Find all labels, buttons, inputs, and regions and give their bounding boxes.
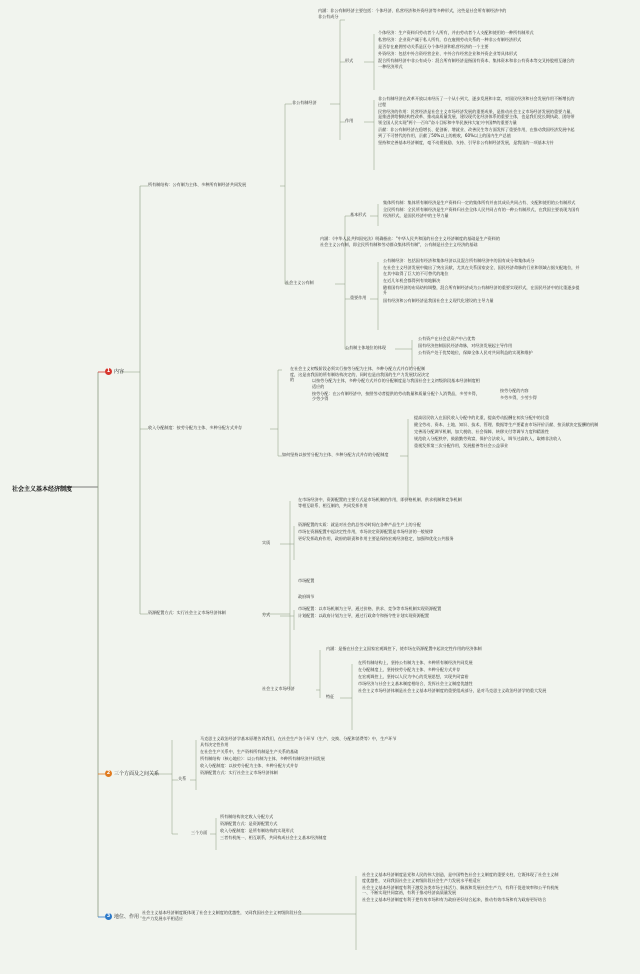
section-1-badge: 1 [106, 368, 111, 374]
distribution-side [500, 388, 620, 402]
feature-items [358, 660, 578, 695]
sme-node: 社会主义市场经济 [262, 686, 295, 691]
public-node: 社会主义公有制 [285, 280, 314, 285]
list-item: 三者有机统一、相互联系，共同构成社会主义基本经济制度 [220, 835, 327, 841]
improve-items [414, 415, 614, 450]
list-item: 市场配置：以市场机制为主导，通过价格、供求、竞争等市场机制实现资源配置 [298, 606, 442, 611]
list-item: 所有制结构（核心地位）：以公有制为主体、多种所有制经济共同发展 [200, 755, 325, 761]
list-item: 全民所有制：全民所有制经济是生产资料归社会全体人民共同占有的一种公有制形式，在我国主要表现为国有经济形式，是国民经济中的主导力量 [383, 207, 580, 218]
ownership-node: 所有制结构：公有制为主体、多种所有制经济共同发展 [148, 182, 247, 187]
role-node: 作用 [345, 118, 354, 123]
list-item: 规范收入分配秩序，鼓励勤劳致富，保护合法收入，调节过高收入，取缔非法收入 [414, 436, 562, 442]
list-item: 更好发挥政府作用，政府的职责和作用主要是保持宏观经济稳定，加强和优化公共服务 [298, 536, 454, 542]
relation-node: 关系 [178, 776, 187, 781]
section-3-label: 地位、作用 [114, 914, 140, 920]
importance-items [383, 258, 583, 305]
list-item: 在分配制度上，坚持按劳分配为主体、多种分配方式并存 [358, 667, 461, 673]
list-item: 国有经济控制国民经济命脉，对经济发展起主导作用 [418, 343, 513, 349]
list-item: 健全劳动、资本、土地、知识、技术、管理、数据等生产要素由市场评价贡献、按贡献决定报酬的机制 [414, 422, 599, 428]
distribution-node: 收入分配制度：按劳分配为主体、多种分配方式并存 [148, 425, 243, 430]
list-item: 在社会生产关系中，生产资料所有制是生产关系的基础 [200, 748, 299, 754]
role-items [378, 96, 578, 147]
market-node: 资源配置方式：实行社会主义市场经济体制 [148, 610, 226, 615]
basic-form-items [383, 200, 583, 220]
list-item: 在近几年机会都得到有效地解决 [383, 277, 441, 283]
reality-node: 实质 [262, 540, 271, 545]
list-item: 国有经济和公有制经济是我国社会主义现代化建设的主导力量 [383, 297, 494, 303]
mode-items [298, 606, 463, 620]
list-item: 在社会主义经济发展中做出了突出贡献，尤其在关系国家安全、国民经济命脉的行业和领域占据支配地位，并在其中取得了巨大的不可替代的地位 [383, 265, 580, 276]
list-item: 市场在资源配置中起决定性作用，市场决定资源配置是市场经济的一般规律 [298, 529, 434, 535]
sme-intro: 内涵：是指在社会主义国家宏观调控下，使市场在资源配置中起决定性作用的经济体制 [326, 646, 482, 651]
list-item: 社会主义市场经济体制是社会主义基本经济制度的重要组成部分，是对马克思主义政治经济学的重大发展 [358, 688, 547, 694]
list-item: 在宏观调控上，坚持以人民为中心的发展思想，实现共同富裕 [358, 674, 469, 680]
list-item: 集体所有制：集体所有制经济是生产资料归一定的集体所有并由其成员共同占有、支配和使用的公有制形式 [383, 200, 576, 205]
list-item: 完善再分配调节机制，加大税收、社会保障、转移支付等调节力度和精准性 [414, 429, 550, 435]
list-item: 公有制经济：包括国有经济和集体经济以及混合所有制经济中的国有成分和集体成分 [383, 258, 535, 263]
market-mode: 市场配置 [298, 578, 315, 583]
list-item: 按劳分配：在公有制经济中，按照劳动者提供的劳动数量和质量分配个人消费品，多劳多得，少劳少得 [312, 390, 480, 402]
basic-form-node: 基本形式 [350, 212, 367, 217]
distribution-intro: 在社会主义初级阶段必须实行按劳分配为主体、多种分配方式并存的分配制度，这是由我国的所有制结构决定的，同时也是由我国的生产力发展状况决定的 [290, 366, 430, 383]
list-item: 公有资产在社会总资产中占优势 [418, 336, 476, 341]
non-public-intro: 内涵：非公有制经济主要包括：个体经济、私营经济和外资经济等多种形式，这些是社会所有制经济中的非公有成分 [318, 8, 507, 19]
mode-node: 方式 [262, 612, 271, 617]
list-item: 坚持和完善基本经济制度，毫不动摇鼓励、支持、引导非公有制经济发展，是我国的一项基本方针 [378, 139, 555, 145]
list-item: 资源配置的实质：就是对社会的总劳动时间在各种产品生产上的分配 [298, 522, 421, 527]
list-item: 私营经济：企业资产属于私人所有，存在雇佣劳动关系的一种非公有制经济形式 [378, 37, 522, 43]
list-item: 市场经济与社会主义基本制度相结合，发挥社会主义制度优越性 [358, 681, 473, 687]
list-item: 资源配置方式：是资源配置方式 [220, 821, 278, 827]
public-intro: 内涵：《中华人民共和国宪法》明确指出："中华人民共和国的社会主义经济制度的基础是生产资料的社会主义公有制，即全民所有制和劳动群众集体所有制"，公有制是社会主义经济的基础 [320, 236, 500, 247]
main-body-node: 公有制主体地位的体现 [345, 345, 386, 350]
main-body-items [418, 336, 598, 357]
list-item: 所有制结构决定收入分配方式 [220, 814, 274, 819]
root-node: 社会主义基本经济制度 [12, 486, 73, 493]
three-items [220, 814, 380, 842]
list-item: 社会主义基本经济制度是党和人民的伟大创造，是中国特色社会主义制度的重要支柱，它既体现了社会主义制度优越性，又同我国社会主义初级阶段社会生产力发展水平相适应 [362, 872, 559, 883]
list-item: 按劳分配的内容 [500, 388, 529, 393]
list-item: 民营经济的作用：民营经济是社会主义市场经济发展的重要成果，是推动社会主义市场经济发展的重要力量，是推进供给侧结构性改革、推动高质量发展、建设现代化经济体系的重要主体，也是我们党长期执政、团结带领全国人民实现"两个一百年"奋斗目标和中华民族伟大复兴中国梦的重要力量 [378, 108, 575, 125]
list-item: 资源配置方式：实行社会主义市场经济体制 [200, 769, 278, 775]
improve-node: 如何坚持以按劳分配为主体、多种分配方式并存的分配制度 [282, 452, 389, 457]
list-item: 以按劳分配为主体，多种分配方式并存的分配制度是与我国社会主义初级阶段基本经济制度相适应的 [312, 378, 480, 389]
form-items [378, 30, 578, 71]
plan-mode: 政府调节 [298, 594, 315, 599]
list-item: 多劳多得，少劳少得 [500, 395, 537, 401]
list-item: 社会主义基本经济制度有利于把有效市场和有为政府更好结合起来，推动有效市场和有为政府更好结合 [362, 897, 547, 903]
section-2-label: 三个方面及之间关系 [114, 771, 160, 777]
form-node: 形式 [345, 58, 354, 63]
distribution-items [312, 378, 482, 403]
list-item: 是否存在雇佣劳动关系是区分个体经济和私营经济的一个主要 [378, 44, 489, 50]
relation-items [200, 736, 400, 777]
features-node: 特征 [326, 694, 335, 699]
list-item: 混合所有制经济中非公有成分：混合所有制经济是指国有资本、集体资本和非公有资本等交叉持股相互融合的一种经济形式 [378, 58, 575, 69]
list-item: 计划配置：以政府计划为主导，通过行政命令和指令性计划实现资源配置 [298, 613, 429, 619]
section-1-label: 内容 [114, 369, 125, 375]
list-item: 马克思主义政治经济学基本原理告诉我们，在社会生产各个环节（生产、交换、分配和消费等）中，生产环节具有决定性作用 [200, 736, 397, 747]
market-intro: 在市场经济中，资源配置的主要方式是市场机制的作用，即价格机制、供求机制和竞争机制等相互联系、相互制约，共同发挥作用 [298, 497, 462, 508]
list-item: 社会主义基本经济制度有利于激发各类市场主体活力、解放和发展社会生产力，有利于促进效率和公平有机统一、不断实现共同富裕，有利于推动经济高质量发展 [362, 884, 559, 896]
reality-items [298, 522, 463, 543]
list-item: 外资经济：包括中外合资经营企业、中外合作经营企业和外资企业等具体形式 [378, 51, 518, 57]
three-node: 三个方面 [191, 830, 208, 835]
list-item: 贡献：非公有制经济在稳增长、促创新、增就业、改善民生等方面发挥了重要作用，在推动我国经济发展中起到了不可替代的作用，贡献了50%以上的税收，60%以上的国内生产总值 [378, 126, 575, 138]
list-item: 在所有制结构上，坚持公有制为主体、多种所有制经济共同发展 [358, 660, 473, 665]
section-3-badge: 3 [106, 913, 111, 919]
list-item: 收入分配制度：是所有制结构的实现形式 [220, 828, 294, 834]
list-item: 个体经济：生产资料归劳动者个人所有，并由劳动者个人支配和使用的一种所有制形式 [378, 30, 534, 35]
role-s3-node: 社会主义基本经济制度既体现了社会主义制度的优越性，又同我国社会主义初级阶段社会生产力发展水平相适应 [142, 910, 302, 921]
importance-node: 重要作用 [350, 295, 367, 300]
list-item: 公有资产处于优势地位，保障全体人民对共同利益的实现和维护 [418, 350, 533, 356]
list-item: 提高居民收入在国民收入分配中的比重，提高劳动报酬在初次分配中的比重 [414, 415, 550, 420]
list-item: 收入分配制度：以按劳分配为主体、多种分配方式并存 [200, 762, 299, 768]
list-item: 重视发挥第三次分配作用，发展慈善等社会公益事业 [414, 443, 509, 449]
role-s3-items [362, 872, 562, 904]
section-2-badge: 2 [106, 770, 111, 776]
list-item: 非公有制经济在改革开放以来经历了一个从小到大、逐步发展和丰富，对国民经济和社会发展作用不断增长的过程 [378, 96, 575, 107]
list-item: 随着国有经济的布局结构调整，混合所有制经济成为公有制经济的重要实现形式，在国民经济中的比重逐步提升 [383, 284, 580, 296]
non-public-node: 非公有制经济 [292, 100, 317, 105]
